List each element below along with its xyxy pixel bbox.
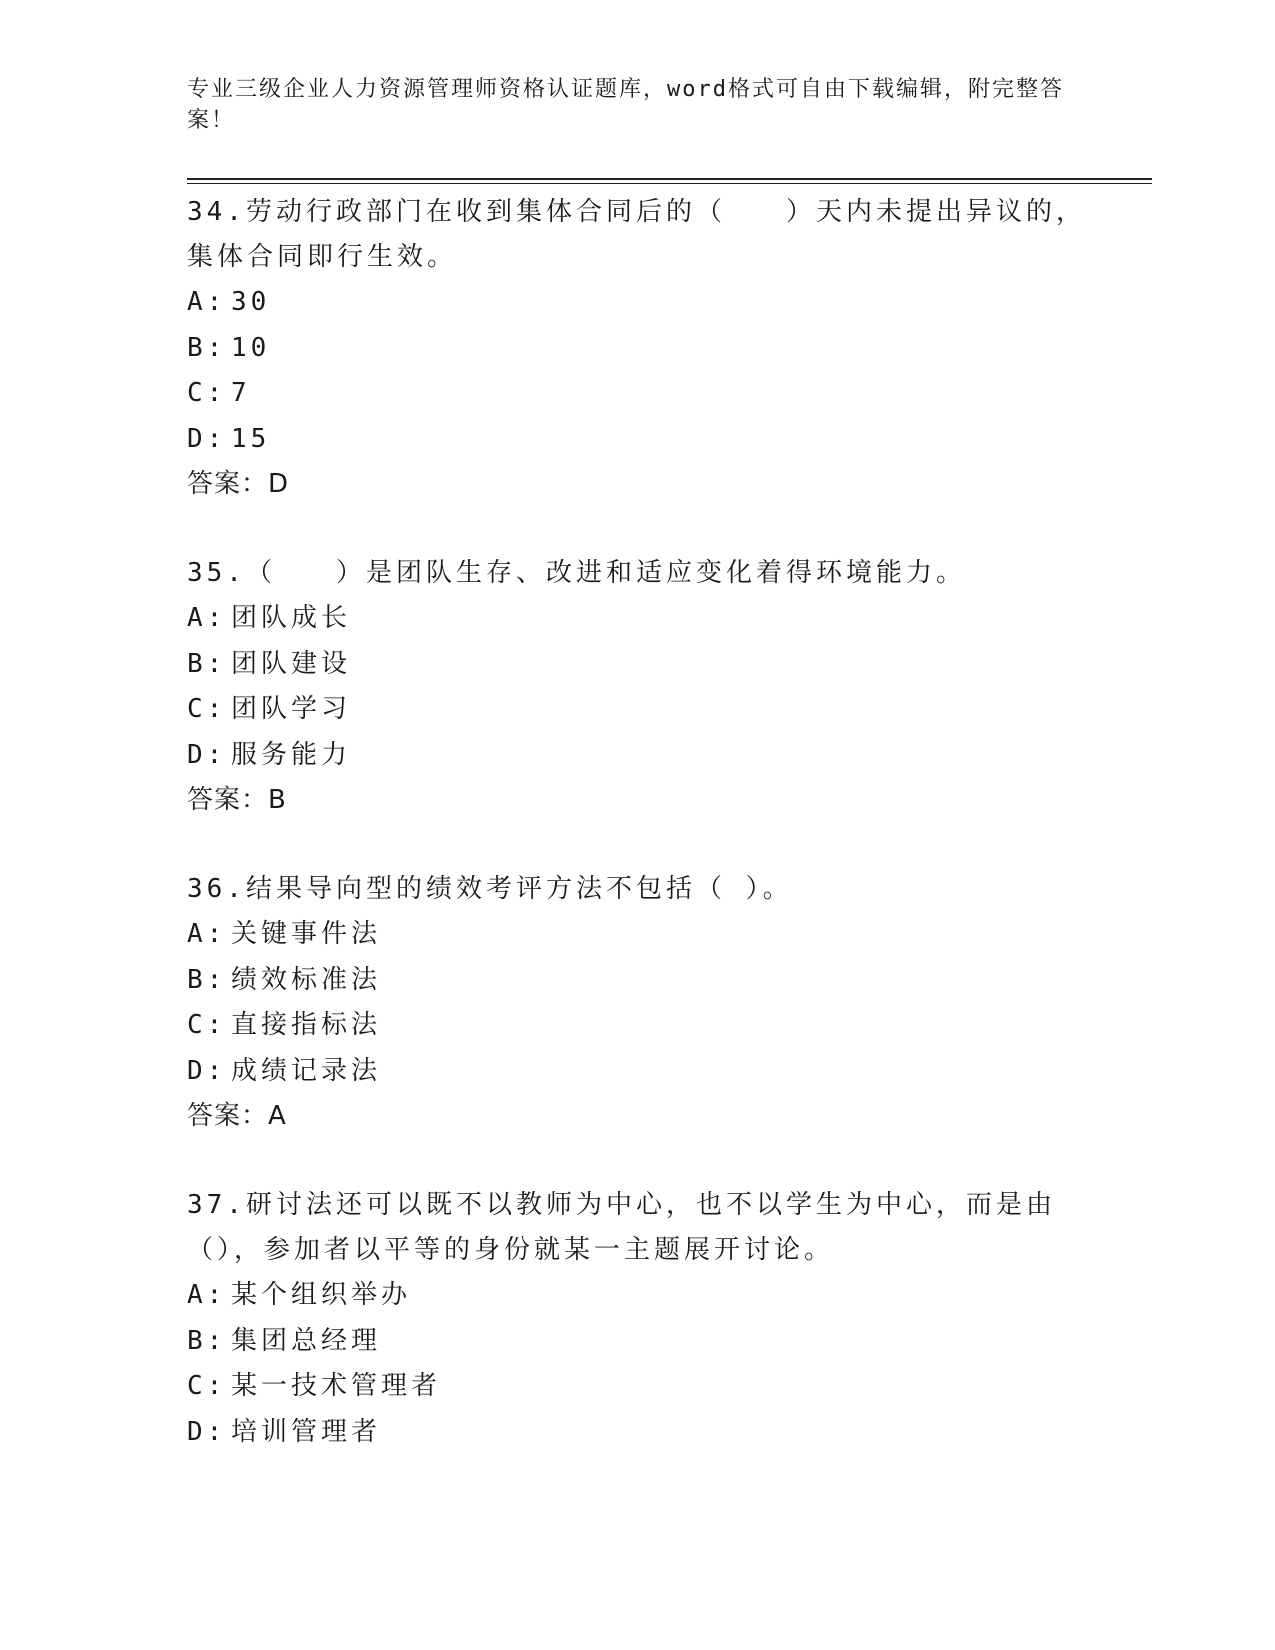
option-b: [187, 642, 1087, 688]
option-text: 团队成长: [231, 603, 352, 633]
option-letter: C:: [187, 694, 227, 724]
option-a: [187, 912, 1087, 958]
header-divider-thin: [187, 183, 1152, 184]
option-b: [187, 326, 1087, 372]
option-letter: C:: [187, 1371, 227, 1401]
option-c: [187, 1364, 1087, 1410]
option-letter: A:: [187, 603, 227, 633]
option-text: 团队建设: [231, 648, 352, 679]
option-text: 绩效标准法: [231, 964, 382, 995]
question-36: [187, 867, 1087, 1139]
option-c: [187, 687, 1087, 733]
option-letter: D:: [187, 1416, 227, 1447]
answer-line: 答案：A: [187, 1101, 287, 1131]
option-text: 15: [231, 423, 271, 454]
question-34: [187, 190, 1087, 507]
option-letter: D:: [187, 739, 227, 770]
option-letter: C:: [187, 1010, 227, 1040]
document-header: 专业三级企业人力资源管理师资格认证题库，word格式可自由下载编辑，附完整答案！: [187, 77, 1064, 133]
answer-line: 答案：B: [187, 785, 287, 815]
header-divider-thick: [187, 178, 1152, 180]
option-text: 某个组织举办: [231, 1280, 412, 1310]
question-text: 36.结果导向型的绩效考评方法不包括（ ）。: [187, 874, 793, 904]
option-d: [187, 1410, 1087, 1456]
question-text: 37.研讨法还可以既不以教师为中心，也不以学生为中心，而是由（），参加者以平等的身份就某一主题展开讨论。: [187, 1190, 1056, 1265]
option-b: [187, 958, 1087, 1004]
option-letter: D:: [187, 1055, 227, 1086]
option-d: [187, 733, 1087, 779]
option-letter: C:: [187, 378, 227, 408]
option-text: 某一技术管理者: [231, 1371, 442, 1401]
option-text: 关键事件法: [231, 919, 382, 949]
option-a: [187, 596, 1087, 642]
option-text: 30: [231, 287, 271, 317]
question-text: 35.（ ）是团队生存、改进和适应变化着得环境能力。: [187, 558, 966, 588]
option-a: [187, 1273, 1087, 1319]
option-b: [187, 1319, 1087, 1365]
option-text: 10: [231, 332, 271, 363]
option-letter: B:: [187, 964, 227, 995]
option-letter: A:: [187, 1280, 227, 1310]
question-37: [187, 1183, 1087, 1455]
option-text: 成绩记录法: [231, 1055, 382, 1086]
option-letter: A:: [187, 919, 227, 949]
option-c: [187, 1003, 1087, 1049]
option-a: [187, 280, 1087, 326]
option-letter: B:: [187, 648, 227, 679]
option-text: 直接指标法: [231, 1010, 382, 1040]
option-letter: D:: [187, 423, 227, 454]
option-d: [187, 1049, 1087, 1095]
question-text: 34.劳动行政部门在收到集体合同后的（ ）天内未提出异议的，集体合同即行生效。: [187, 197, 1086, 272]
option-text: 团队学习: [231, 694, 352, 724]
option-letter: B:: [187, 332, 227, 363]
answer-line: 答案：D: [187, 469, 290, 499]
option-c: [187, 371, 1087, 417]
option-letter: B:: [187, 1325, 227, 1356]
option-text: 培训管理者: [231, 1416, 382, 1447]
question-35: [187, 551, 1087, 823]
question-list: [187, 190, 1087, 1499]
option-text: 7: [231, 378, 251, 408]
option-letter: A:: [187, 287, 227, 317]
option-d: [187, 417, 1087, 463]
option-text: 服务能力: [231, 739, 352, 770]
option-text: 集团总经理: [231, 1325, 382, 1356]
